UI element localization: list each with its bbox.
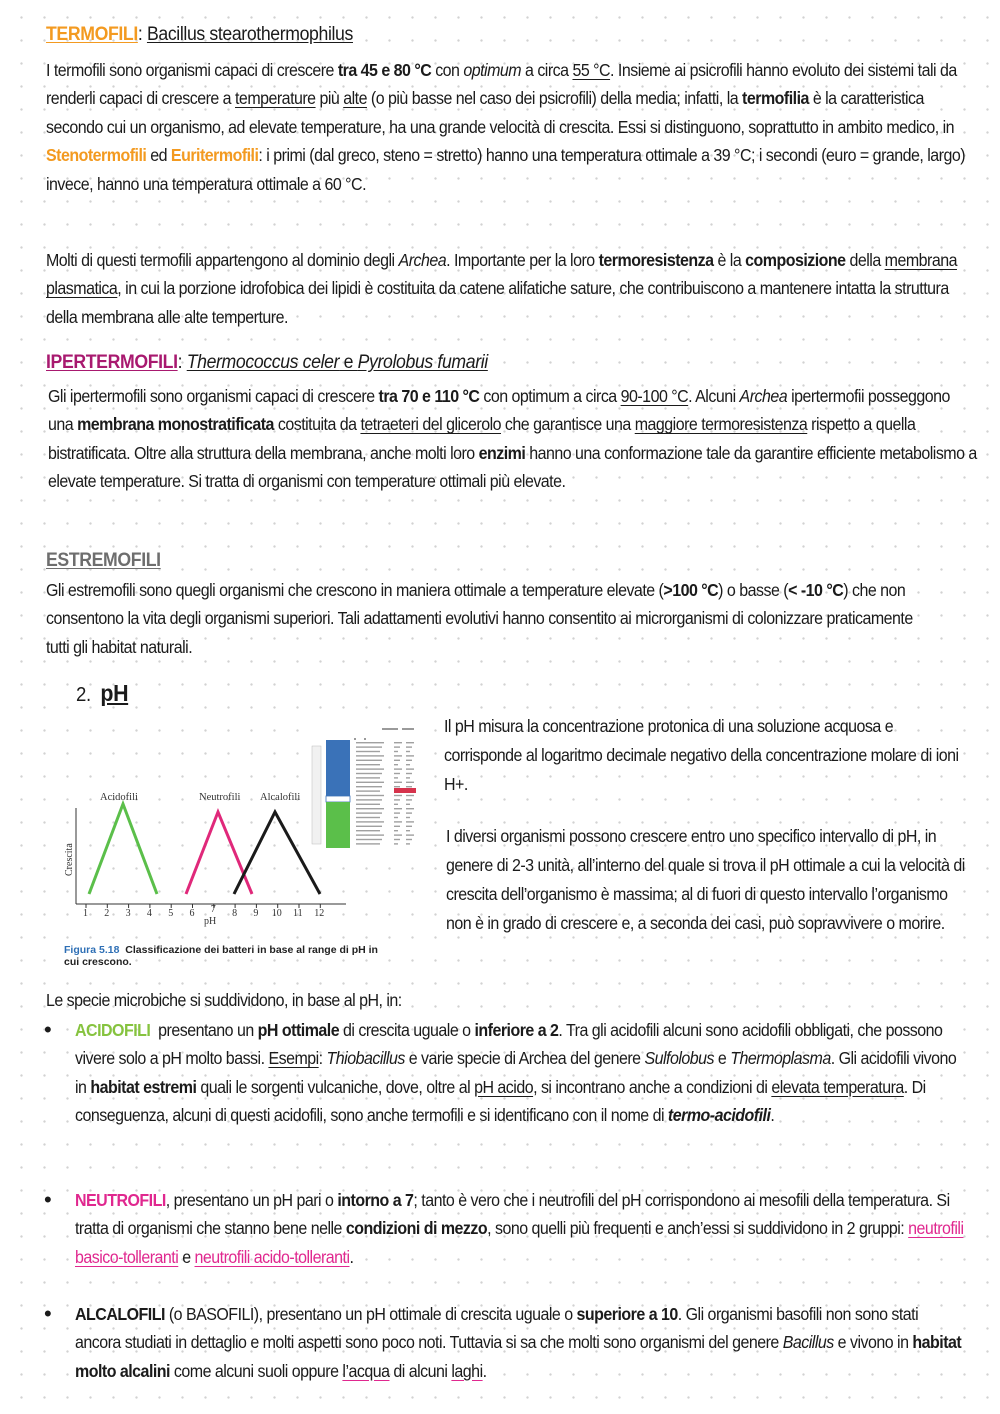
termofili-title: TERMOFILI	[46, 24, 138, 45]
scale-row-line	[394, 804, 398, 805]
chart-xlabel: pH	[204, 916, 217, 927]
alcalofili-term: ALCALOFILI	[75, 1304, 165, 1324]
scale-row-line	[356, 764, 380, 765]
stenotermofili-term: Stenotermofili	[46, 145, 147, 166]
x-tick-label: 3	[125, 908, 131, 919]
scale-row-line	[406, 746, 412, 747]
scale-row-line	[394, 795, 402, 796]
ipertermofili-heading: IPERTERMOFILI: Thermococcus celer e Pyrolobus fumarii	[46, 352, 488, 373]
scale-row-line	[394, 834, 402, 835]
scale-row-line	[394, 773, 400, 774]
scale-row-line	[394, 786, 400, 787]
scale-row-line	[406, 768, 414, 769]
scale-row-line	[394, 826, 400, 827]
termofili-heading: TERMOFILI: Bacillus stearothermophilus	[46, 24, 353, 45]
acidofili-curve	[89, 804, 157, 894]
scale-row-line	[356, 843, 380, 844]
alkaline-scale-bar	[326, 802, 350, 848]
ipertermofili-title: IPERTERMOFILI	[46, 352, 178, 373]
ipertermofili-paragraph: Gli ipertermofili sono organismi capaci di crescere tra 70 e 110 °C con optimum a circa 90-100 °C. Alcuni Archea ipertermofii posseggono una membrana monostratificata costituita da tetraeteri del glicerolo che garantisce una maggiore termoresistenza rispetto a quella bistratificata. Oltre alla struttura della membrana, anche molti loro enzimi hanno una conformazione tale da garantire efficiente metabolismo a elevate temperature. Si tratta di organismi con temperature ottimali più elevate.	[48, 386, 977, 492]
neutrofili-term: NEUTROFILI	[75, 1190, 166, 1210]
acidofili-term: ACIDOFILI	[75, 1020, 151, 1040]
scale-row-line	[394, 782, 402, 783]
scale-row-line	[406, 751, 410, 752]
scale-row-line	[406, 834, 414, 835]
scale-row-line	[394, 755, 402, 756]
scale-row-line	[356, 768, 384, 769]
scale-row-line	[356, 786, 382, 787]
scale-row-line	[406, 808, 414, 809]
x-tick-label: 7	[210, 904, 216, 915]
scale-row-line	[394, 799, 400, 800]
scale-row-line	[406, 795, 414, 796]
scale-row-line	[406, 799, 412, 800]
ph-range-description: I diversi organismi possono crescere entro uno specifico intervallo di pH, in genere di 2-3 unità, all’interno del quale si trova il pH ottimale a cui la velocità di crescita dell’organismo è massima; al di fuori di questo intervallo l’organismo non è in grado di crescere e, a seconda dei casi, può sopravvivere o morire.	[446, 826, 965, 933]
scale-row-line	[406, 821, 414, 822]
scale-row-line	[406, 764, 410, 765]
scale-row-line	[356, 812, 382, 813]
termofili-paragraph-1: I termofili sono organismi capaci di crescere tra 45 e 80 °C con optimum a circa 55 °C. Insieme ai psicrofili hanno evoluto dei sistemi tali da renderli capaci di crescere a temperature più alte (o più basse nel caso dei psicrofili) della media; infatti, la termofilia è la caratteristica secondo cui un organismo, ad elevate temperature, ha una grande velocità di crescita. Essi si distinguono, soprattutto in ambito medico, in Stenotermofili ed Euritermofili: i primi (dal greco, steno = stretto) hanno una temperatura ottimale a 39 °C; i secondi (euro = grande, largo) invece, hanno una temperatura ottimale a 60 °C.	[46, 60, 966, 194]
scale-row-line	[406, 839, 412, 840]
scale-row-line	[406, 760, 412, 761]
neutrofili-item: NEUTROFILI, presentano un pH pari o intorno a 7; tanto è vero che i neutrofili del pH corrispondono ai mesofili della temperatura. Si tratta di organismi che stanno bene nelle condizioni di mezzo, sono quelli più frequenti e anch’essi si suddividono in 2 gruppi: neutrofili basico-tolleranti e neutrofili acido-tolleranti.	[75, 1190, 964, 1267]
scale-row-line	[394, 812, 400, 813]
x-tick-label: 5	[168, 908, 174, 919]
estremofili-heading	[46, 548, 161, 574]
bullet: •	[44, 1187, 52, 1212]
scale-row-line	[356, 799, 382, 800]
scale-row-line	[356, 760, 382, 761]
scale-row-line	[356, 821, 384, 822]
estremofili-title: ESTREMOFILI	[46, 550, 161, 571]
label-alcalofili: Alcalofili	[260, 792, 301, 803]
scale-row-line	[406, 830, 410, 831]
scale-row-line	[356, 790, 380, 791]
acid-scale-bar	[326, 740, 350, 796]
bullet: •	[44, 1301, 52, 1326]
scale-row-line	[406, 812, 412, 813]
x-tick-label: 11	[293, 908, 303, 919]
scale-row-line	[356, 839, 382, 840]
x-tick-label: 12	[314, 908, 325, 919]
ph-figure	[64, 718, 424, 980]
scale-row-line	[356, 777, 380, 778]
termofili-paragraph-2: Molti di questi termofili appartengono al dominio degli Archea. Importante per la loro termoresistenza è la composizione della membrana plasmatica, in cui la porzione idrofobica dei lipidi è costituita da catene alifatiche sature, che contribuiscono a mantenere intatta la struttura della membrana alle alte temperture.	[46, 250, 957, 327]
ph-number: 2.	[76, 684, 91, 706]
scale-row-line	[394, 817, 398, 818]
scale-row-line	[406, 786, 412, 787]
neutrofili-curve	[186, 812, 252, 894]
scale-row-line	[406, 773, 412, 774]
scale-row-line	[356, 742, 384, 743]
scale-row-line	[394, 808, 402, 809]
scale-row-line	[394, 839, 400, 840]
x-tick-label: 1	[83, 908, 88, 919]
scale-row-line	[394, 742, 402, 743]
scale-row-line	[406, 782, 414, 783]
x-tick-label: 2	[104, 908, 110, 919]
bullet: •	[44, 1017, 52, 1042]
scale-row-line	[394, 751, 398, 752]
scale-row-line	[406, 742, 414, 743]
scale-row-line	[406, 843, 410, 844]
scale-row-line	[406, 777, 410, 778]
scale-row-line	[356, 782, 384, 783]
scale-row-line	[394, 768, 402, 769]
acidofili-item: ACIDOFILI presentano un pH ottimale di crescita uguale o inferiore a 2. Tra gli acidofili alcuni sono acidofili obbligati, che possono vivere solo a pH molto bassi. Esempi: Thiobacillus e varie specie di Archea del genere Sulfolobus e Thermoplasma. Gli acidofili vivono in habitat estremi quali le sorgenti vulcaniche, dove, oltre al pH acido, si incontrano anche a condizioni di elevata temperatura. Di conseguenza, alcuni di questi acidofili, sono anche termofili e si identificano con il nome di termo-acidofili.	[75, 1020, 957, 1126]
alcalofili-item: ALCALOFILI (o BASOFILI), presentano un pH ottimale di crescita uguale o superiore a 10. Gli organismi basofili non sono stati ancora studiati in dettaglio e molti aspetti sono poco noti. Tuttavia si sa che molti sono organismi del genere Bacillus e vivono in habitat molto alcalini come alcuni suoli oppure l’acqua di alcuni laghi.	[75, 1304, 962, 1381]
scale-row-line	[406, 804, 410, 805]
estremofili-paragraph: Gli estremofili sono quegli organismi che crescono in maniera ottimale a temperature elevate (>100 °C) o basse (< -10 °C) che non consentono la vita degli organismi superiori. Tali adattamenti evolutivi hanno consentito ai microrganismi di colonizzare praticamente tutti gli habitat naturali.	[46, 580, 913, 657]
scale-row-line	[356, 834, 384, 835]
figure-caption: Figura 5.18 Classificazione dei batteri in base al range di pH in cui crescono.	[64, 944, 378, 968]
scale-row-line	[406, 755, 414, 756]
scale-row-line	[356, 773, 382, 774]
x-tick-label: 10	[271, 908, 282, 919]
scale-row-line	[356, 830, 380, 831]
scale-row-line	[356, 804, 380, 805]
x-tick-label: 8	[232, 908, 238, 919]
scale-row-line	[356, 795, 384, 796]
termofili-species: Bacillus stearothermophilus	[146, 24, 353, 45]
scale-row-line	[394, 821, 402, 822]
scale-row-line	[394, 764, 398, 765]
scale-row-line	[394, 746, 400, 747]
scale-row-line	[406, 826, 412, 827]
scale-row-line	[356, 755, 384, 756]
x-tick-label: 9	[253, 908, 259, 919]
ph-title: pH	[100, 680, 129, 706]
euritermofili-term: Euritermofili	[170, 145, 259, 166]
chart-ylabel: Crescita	[64, 843, 75, 876]
scale-row-line	[406, 817, 410, 818]
scale-row-line	[356, 746, 382, 747]
label-neutrofili: Neutrofili	[199, 792, 241, 803]
scale-row-line	[356, 808, 384, 809]
x-tick-label: 4	[146, 908, 152, 919]
scale-row-line	[356, 826, 382, 827]
x-tick-label: 6	[189, 908, 195, 919]
ph-scale-table	[304, 728, 416, 848]
ph-classification-intro: Le specie microbiche si suddividono, in base al pH, in:	[46, 990, 402, 1010]
scale-row-line	[394, 777, 398, 778]
scale-row-line	[356, 817, 380, 818]
ph-definition: Il pH misura la concentrazione protonica di una soluzione acquosa e corrisponde al logaritmo decimale negativo della concentrazione molare di ioni H+.	[444, 716, 959, 794]
scale-row-line	[394, 830, 398, 831]
ph-growth-chart	[64, 718, 424, 943]
scale-row-line	[394, 843, 398, 844]
ph-heading	[76, 680, 128, 708]
label-acidofili: Acidofili	[100, 792, 138, 803]
scale-row-line	[356, 751, 380, 752]
scale-row-line	[394, 760, 400, 761]
